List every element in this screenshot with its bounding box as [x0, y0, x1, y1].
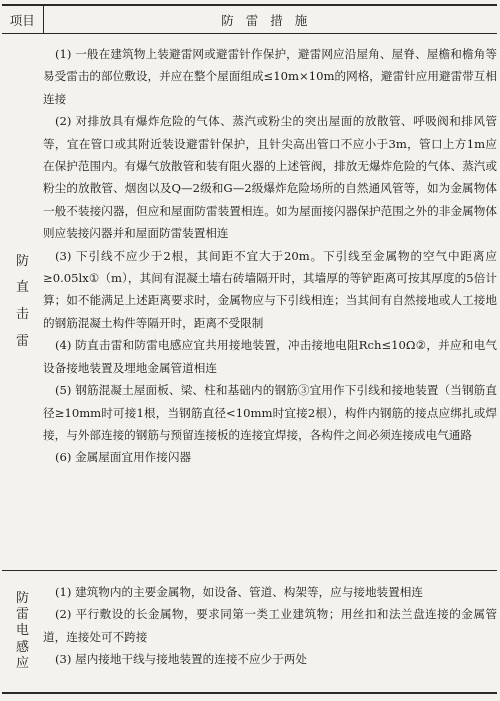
table-header-row	[2, 5, 497, 34]
table-row	[2, 571, 497, 694]
lightning-protection-table	[2, 4, 497, 694]
measure-item: (3) 下引线不应少于2根，其间距不宜大于20m。下引线至金属物的空气中距离应≥0.05lx①（m），其间有混凝土墙右砖墙隔开时，其墙厚的等铲距离可按其厚度的5倍计算；如不能满足上述距离要求时，金属物应与下引线相连；当其间有自然接地或人工接地的钢筋混凝土构件等隔开时，距离不受限制	[43, 248, 497, 330]
category-cell	[2, 34, 43, 571]
measure-item: (2) 平行敷设的长金属物，要求同第一类工业建筑物；用丝扣和法兰盘连接的金属管道，连接处可不跨接	[43, 607, 497, 644]
header-measures: 防雷措施	[43, 5, 497, 34]
category-label: 防雷电感应	[15, 590, 29, 671]
measure-item: (1) 一般在建筑物上装避雷网或避雷针作保护，避雷网应沿屋角、屋脊、屋檐和檐角等易受雷击的部位敷设，并应在整个屋面组成≤10m×10m的网格，避雷针应用避雷带互相连接	[43, 47, 497, 106]
measures-cell	[43, 571, 497, 694]
measure-item: (2) 对排放具有爆炸危险的气体、蒸汽或粉尘的突出屋面的放散管、呼吸阀和排风管等，宜在管口或其附近装设避雷针保护，且针尖高出管口不应小于3m，管口上方1m应在保护范围内。有爆气放散管和装有阻火器的上述管阀，排放无爆炸危险的气体、蒸汽或粉尘的放散管、烟囱以及Q—2级和G—2级爆炸危险场所的自然通风管等，如为金属物体一般不装接闪器，但应和屋面防雷装置相连。如为屋面接闪器保护范围之外的非金属物体则应装接闪器并和屋面防雷装置相连	[43, 114, 497, 241]
measure-item: (3) 屋内接地干线与接地装置的连接不应少于两处	[55, 652, 307, 667]
measure-item: (5) 钢筋混凝土屋面板、梁、柱和基础内的钢筋③宜用作下引线和接地装置（当钢筋直径≥10mm时可接1根，当钢筋直径<10mm时宜接2根），构件内钢筋的接点应绑扎或焊接，与外部连接的钢筋与预留连接板的连接宜焊接，各构件之间必须连接成电气通路	[43, 383, 497, 442]
measures-cell	[43, 34, 497, 571]
measure-item: (4) 防直击雷和防雷电感应宜共用接地装置，冲击接地电阻Rch≤10Ω②，并应和电气设备接地装置及埋地金属管道相连	[43, 338, 497, 375]
header-item: 项目	[2, 5, 43, 34]
category-label: 防直击雷	[15, 253, 29, 349]
measure-item: (6) 金属屋面宜用作接闪器	[55, 450, 192, 465]
category-cell	[2, 571, 43, 694]
table-row	[2, 34, 497, 571]
measure-item: (1) 建筑物内的主要金属物，如设备、管道、构架等，应与接地装置相连	[55, 585, 423, 599]
